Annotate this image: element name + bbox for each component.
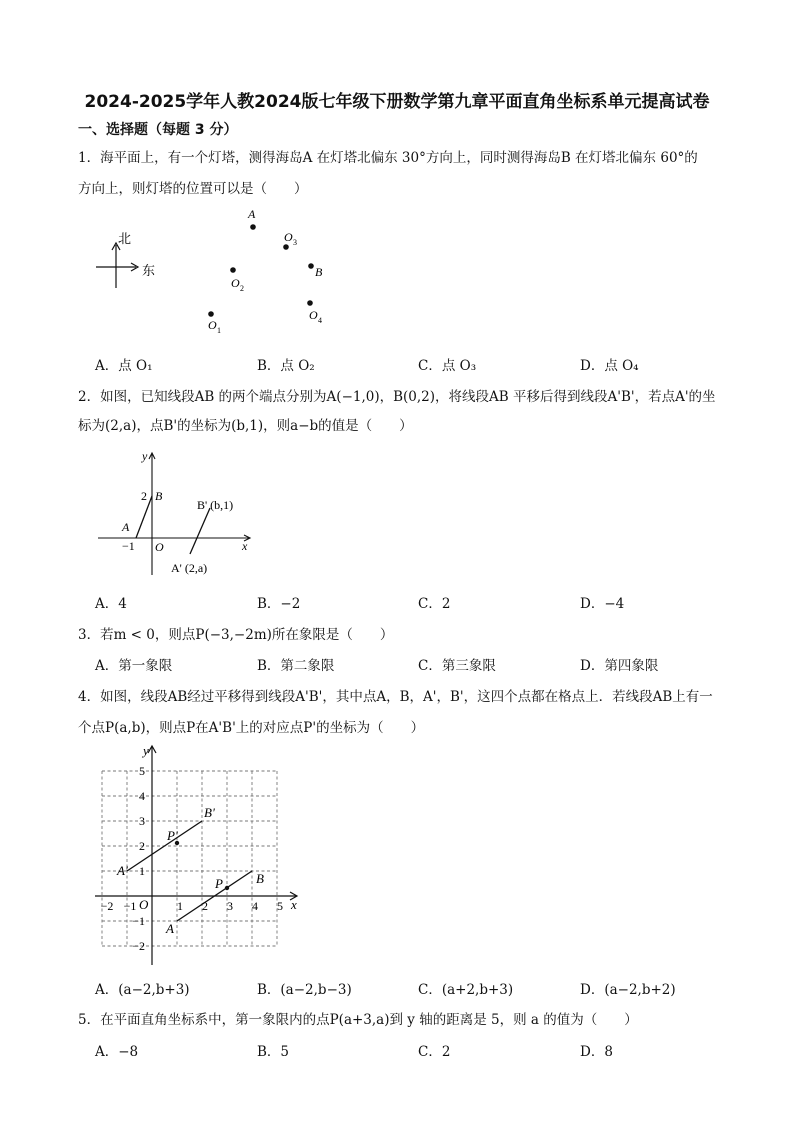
y-tick-3: 3 [139, 814, 145, 828]
q4-option-d[interactable]: D．(a−2,b+2) [580, 982, 676, 998]
paper-title: 2024-2025学年人教2024版七年级下册数学第九章平面直角坐标系单元提高试卷 [84, 92, 710, 112]
q4-option-c[interactable]: C．(a+2,b+3) [418, 982, 514, 998]
q5-option-c[interactable]: C．2 [418, 1044, 451, 1060]
q2-text-line2: 标为(2,a)，点B'的坐标为(b,1)，则a−b的值是（ ） [78, 418, 413, 434]
point-O1-label: O [208, 318, 217, 332]
x-tick-1: 1 [177, 899, 183, 913]
point-O4 [307, 300, 313, 306]
q4-option-a[interactable]: A．(a−2,b+3) [95, 982, 190, 998]
q4-figure [92, 743, 307, 971]
q2-option-d[interactable]: D．−4 [580, 596, 625, 612]
q3-option-c[interactable]: C．第三象限 [418, 658, 496, 674]
q2-text-line1: 2．如图，已知线段AB 的两个端点分别为A(−1,0)，B(0,2)，将线段AB 平移后得到线段A'B'，若点A'的坐 [78, 389, 716, 405]
grid-lines [102, 771, 277, 946]
compass-east-label: 东 [142, 263, 156, 278]
point-O4-subscript: 4 [318, 316, 322, 325]
point-B-label: B [256, 871, 264, 886]
q5-option-d[interactable]: D．8 [580, 1044, 613, 1060]
point-P [225, 886, 229, 890]
q2-figure [92, 447, 262, 579]
x-tick-4: 4 [252, 899, 258, 913]
q2-option-b[interactable]: B．−2 [257, 596, 301, 612]
point-Bp-label: B' [204, 805, 215, 820]
y-tick-1: 1 [139, 864, 145, 878]
point-Ap-label: A' [117, 863, 128, 878]
q4-text-line2: 个点P(a,b)，则点P在A'B'上的对应点P'的坐标为（ ） [78, 720, 425, 736]
q3-option-d[interactable]: D．第四象限 [580, 658, 659, 674]
q1-text-line1: 1．海平面上，有一个灯塔，测得海岛A 在灯塔北偏东 30°方向上，同时测得海岛B 在灯塔北偏东 60°的 [78, 150, 698, 166]
compass-icon [96, 243, 138, 288]
point-B [308, 263, 314, 269]
y-tick-neg1: −1 [132, 914, 145, 928]
point-O4-label: O [309, 308, 318, 322]
x-axis-label: x [242, 539, 248, 553]
y-tick-5: 5 [139, 764, 145, 778]
point-A-label: A [248, 207, 256, 221]
x-tick-5: 5 [277, 899, 283, 913]
point-B-label: B [315, 265, 323, 279]
point-Bp-label: B' (b,1) [197, 498, 234, 512]
point-O2-subscript: 2 [240, 284, 244, 293]
q2-option-c[interactable]: C．2 [418, 596, 451, 612]
q3-text-line1: 3．若m < 0，则点P(−3,−2m)所在象限是（ ） [78, 627, 394, 643]
q1-option-c[interactable]: C．点 O₃ [418, 358, 477, 374]
x-tick-neg2: −2 [100, 899, 114, 913]
q1-option-d[interactable]: D．点 O₄ [580, 358, 639, 374]
y-tick-2: 2 [139, 839, 145, 853]
section-heading: 一、选择题（每题 3 分） [78, 122, 238, 138]
q4-text-line1: 4．如图，线段AB经过平移得到线段A'B'，其中点A，B，A'，B'，这四个点都在格点上．若线段AB上有一 [78, 689, 713, 705]
tick-2: 2 [141, 489, 147, 503]
point-O3 [283, 244, 289, 250]
q3-option-b[interactable]: B．第二象限 [257, 658, 335, 674]
y-axis-label: y [143, 743, 149, 758]
origin-label: O [139, 897, 149, 912]
x-tick-2: 2 [202, 899, 208, 913]
segment-ApBp [190, 508, 210, 554]
point-A-label: A [166, 921, 174, 936]
y-axis-label: y [142, 449, 148, 463]
point-O1-subscript: 1 [217, 326, 221, 335]
point-P-label: P [215, 876, 223, 891]
point-B-label: B [155, 489, 163, 503]
point-O3-label: O [284, 230, 293, 244]
x-tick-3: 3 [227, 899, 233, 913]
point-Pp-label: P' [167, 828, 178, 843]
q4-option-b[interactable]: B．(a−2,b−3) [257, 982, 352, 998]
y-tick-neg2: −2 [132, 939, 145, 953]
x-tick-neg1: −1 [123, 899, 137, 913]
point-Ap-label: A' (2,a) [171, 561, 208, 575]
origin-label: O [155, 540, 164, 554]
q3-option-a[interactable]: A．第一象限 [95, 658, 173, 674]
point-A [250, 224, 256, 230]
point-O1 [208, 311, 214, 317]
q1-text-line2: 方向上，则灯塔的位置可以是（ ） [78, 181, 308, 197]
q1-option-a[interactable]: A．点 O₁ [95, 358, 153, 374]
q1-option-b[interactable]: B．点 O₂ [257, 358, 315, 374]
q1-figure [90, 205, 350, 340]
point-O3-subscript: 3 [293, 238, 297, 247]
point-O2 [230, 267, 236, 273]
y-tick-4: 4 [139, 789, 145, 803]
q5-text-line1: 5．在平面直角坐标系中，第一象限内的点P(a+3,a)到 y 轴的距离是 5，则 a 的值为（ ） [78, 1012, 638, 1028]
q5-option-a[interactable]: A．−8 [95, 1044, 139, 1060]
q5-option-b[interactable]: B．5 [257, 1044, 290, 1060]
compass-north-label: 北 [118, 231, 132, 246]
tick-neg1: −1 [122, 539, 135, 553]
point-O2-label: O [231, 276, 240, 290]
x-axis-label: x [291, 897, 297, 912]
point-A-label: A [122, 520, 130, 534]
q2-option-a[interactable]: A．4 [95, 596, 127, 612]
